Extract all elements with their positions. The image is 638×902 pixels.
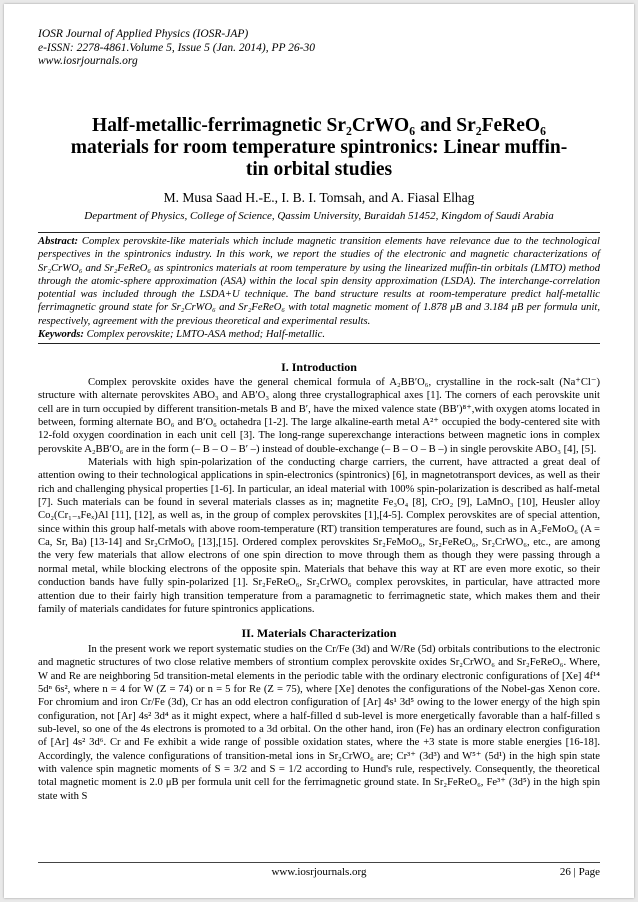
footer-divider xyxy=(38,862,600,863)
introduction-paragraph-2: Materials with high spin-polarization of the conducting charge carriers, the current, have attracted a great deal of attention owing to their technological applications in spin-electronics (spintronics) [6], in magnetotransport devices, as well as their rich and challenging physical properties [1-6]. In particular, an ideal material with 100% spin-polarization is described as half-metal [7]. Such materials can be found in several materials classes as in; magnetite Fe₃O₄ [8], CrO₂ [9], LaMnO₃ [10], Heusler alloy Co₂(Cr₁₋ₓFeₓ)Al [11], [12], as well as, in the group of complex perovskites [1],[4-5]. Complex perovskites are of special attention, since within this group half-metals with above room-temperature (RT) transition temperatures are found, such as in A₂FeMoO₆ (A = Ca, Sr, Ba) [13-14] and Sr₂CrMoO₆ [13],[15]. Ordered complex perovskites Sr₂FeMoO₆, Sr₂FeReO₆, Sr₂CrWO₆, etc., are among the very few materials that allow electrons of one spin direction to move through them as though they were passing through a normal metal, while blocking electrons of the opposite spin. Materials that behave this way at RT are even more exotic, so their conduction bands have fully spin-polarized [1]. Sr₂FeReO₆, Sr₂CrWO₆ complex perovskites, in particular, have attracted more attention due to their fairly high transition temperature from a paramagnetic to ferrimagnetic state, which makes them and their family of materials candidates for future spintronics applications. xyxy=(38,457,600,615)
footer-page-number: 26 | Page xyxy=(559,866,600,878)
paper-page xyxy=(4,4,634,898)
materials-body xyxy=(38,643,600,803)
keywords-line xyxy=(38,328,600,344)
abstract-text: Complex perovskite-like materials which include magnetic transition elements have relevance due to the technological perspectives in the spintronics industry. In this work, we report the studies of the electronic and magnetic characterizations of Sr₂CrWO₆ and Sr₂FeReO₆ as spintronics materials at room temperature by using the linearized muffin-tin orbitals (LMTO) method through the atomic-sphere approximation (ASA) within the local spin density approximation (LSDA). The interchange-correlation potential was included through the LSDA+U technique. The band structure results at room-temperature predict half-metallic ferrimagnetic ground state for Sr₂CrWO₆ and Sr₂FeReO₆ with total magnetic moment of 1.878 μB and 3.184 μB per formula unit, respectively, agreement with the previous theoretical and experimental results. xyxy=(38,236,600,327)
section-heading-materials: II. Materials Characterization xyxy=(241,626,397,640)
introduction-body xyxy=(38,376,600,616)
abstract-block xyxy=(38,232,600,344)
footer-url[interactable]: www.iosrjournals.org xyxy=(271,866,367,878)
materials-paragraph-1: In the present work we report systematic studies on the Cr/Fe (3d) and W/Re (5d) orbitals contributions to the electronic and magnetic structures of two close relative members of strontium complex perovskite oxides Sr₂CrWO₆ and Sr₂FeReO₆. Where, W and Re are neighboring 5d transition-metal elements in the periodic table with the ordinary electronic configurations of [Xe] 4f¹⁴ 5dⁿ 6s², where n = 4 for W (Z = 74) or n = 5 for Re (Z = 75), where [Xe] denotes the configurations of the Nobel-gas Xenon core. For chromium and iron Cr/Fe (3d), Cr has an odd electron configuration of [Ar] 4s¹ 3d⁵ owing to the lower energy of the high spin configuration, not [Ar] 4s² 3d⁴ as it might expect, where a half-filled d sub-level is more energetically favorable than a half-filled s sub-level, so one of the 4s electrons is promoted to a 3d orbital. On the other hand, iron (Fe) has an ordinary electron configuration of [Ar] 4s² 3d⁶. Cr and Fe exhibit a wide range of possible oxidation states, where the +3 state is more stable energies [16-18]. Accordingly, the valence configurations of transition-metal ions in Sr₂CrWO₆ are; Cr³⁺ (3d³) and W⁵⁺ (5d¹) in the high spin state with valence spin magnetic moments of S = 3/2 and S = 1/2 according to Hund's rule, respectively. Consequently, the theoretical total magnetic moment is 2.0 μB per formula unit cell for the ferrimagnetic ground state. In Sr₂FeReO₆, Fe³⁺ (3d⁵) in the high spin state with S xyxy=(38,644,600,802)
journal-header xyxy=(38,28,315,69)
keywords-label: Keywords: xyxy=(38,329,84,341)
introduction-paragraph-1: Complex perovskite oxides have the general chemical formula of A₂BB′O₆, crystalline in the rock-salt (Na⁺Cl⁻) structure with alternate perovskites ABO₃ and AB′O₃ along three crystallographical axes [1]. The corners of each perovskite unit cell are in turn occupied by different transition-metals B and B′, have the mixed valence state (BB′)⁸⁺,with oxygen atoms located in between, forming alternate BO₆ and B′O₆ octahedra [1-2]. The large alkaline-earth metal A²⁺ occupied the body-centered site with 12-fold oxygen coordination in each unit cell [3]. The long-range superexchange interactions between magnetic ions in complex perovskite A₂BB′O₆ are in the form (– B – O – B′ –) instead of double-exchange (– B – O – B –) in single perovskite ABO₃ [4], [5]. xyxy=(38,377,600,455)
abstract-paragraph xyxy=(38,235,600,328)
journal-name: IOSR Journal of Applied Physics (IOSR-JAP) xyxy=(38,28,249,40)
section-heading-introduction: I. Introduction xyxy=(281,360,357,374)
keywords-text: Complex perovskite; LMTO-ASA method; Half-metallic. xyxy=(86,329,325,341)
journal-site: www.iosrjournals.org xyxy=(38,55,138,67)
paper-authors: M. Musa Saad H.-E., I. B. I. Tomsah, and A. Fiasal Elhag xyxy=(163,190,475,205)
paper-title: Half-metallic-ferrimagnetic Sr₂CrWO₆ and Sr₂FeReO₆ materials for room temperature spintronics: Linear muffin-tin orbital studies xyxy=(70,115,568,180)
abstract-label: Abstract: xyxy=(38,236,79,247)
paper-affiliation: Department of Physics, College of Science, Qassim University, Buraidah 51452, Kingdom of Saudi Arabia xyxy=(84,210,554,222)
journal-issn: e-ISSN: 2278-4861.Volume 5, Issue 5 (Jan. 2014), PP 26-30 xyxy=(38,41,316,54)
